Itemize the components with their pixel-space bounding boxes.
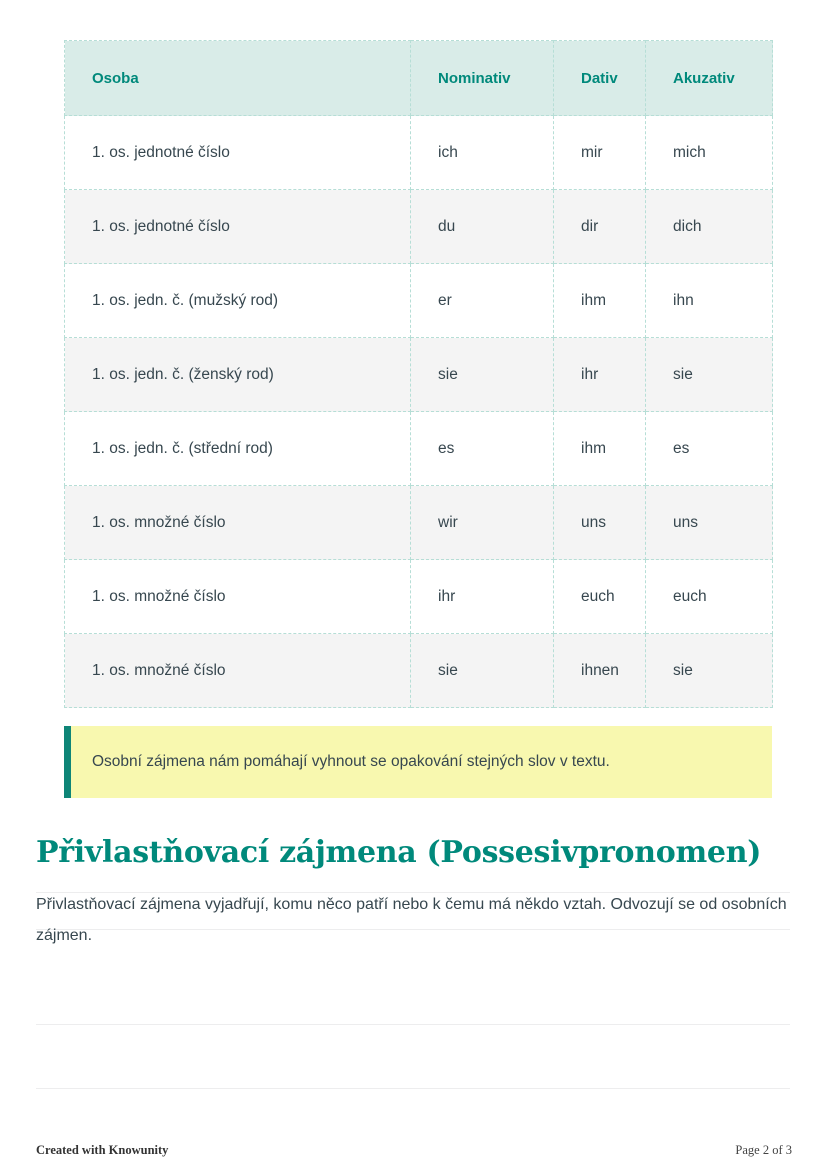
callout-text: Osobní zájmena nám pomáhají vyhnout se opakování stejných slov v textu.	[92, 753, 610, 770]
cell-osoba: 1. os. množné číslo	[65, 486, 411, 560]
cell-nominativ: wir	[411, 486, 554, 560]
cell-osoba: 1. os. jedn. č. (střední rod)	[65, 412, 411, 486]
table-row	[65, 634, 773, 708]
table-row	[65, 116, 773, 190]
column-header-osoba: Osoba	[65, 41, 411, 116]
cell-nominativ: ich	[411, 116, 554, 190]
page-number: Page 2 of 3	[735, 1143, 792, 1157]
cell-osoba: 1. os. množné číslo	[65, 634, 411, 708]
column-header-dativ: Dativ	[554, 41, 646, 116]
cell-akuzativ: ihn	[646, 264, 773, 338]
cell-akuzativ: uns	[646, 486, 773, 560]
cell-osoba: 1. os. množné číslo	[65, 560, 411, 634]
cell-akuzativ: sie	[646, 634, 773, 708]
cell-dativ: ihm	[554, 264, 646, 338]
table-row	[65, 486, 773, 560]
pronoun-table	[64, 40, 773, 708]
cell-dativ: ihr	[554, 338, 646, 412]
cell-dativ: dir	[554, 190, 646, 264]
cell-nominativ: er	[411, 264, 554, 338]
cell-osoba: 1. os. jednotné číslo	[65, 190, 411, 264]
cell-akuzativ: sie	[646, 338, 773, 412]
cell-dativ: ihnen	[554, 634, 646, 708]
footer-branding: Created with Knowunity	[36, 1143, 169, 1157]
cell-akuzativ: euch	[646, 560, 773, 634]
cell-dativ: ihm	[554, 412, 646, 486]
cell-nominativ: ihr	[411, 560, 554, 634]
cell-dativ: euch	[554, 560, 646, 634]
table-row	[65, 560, 773, 634]
cell-akuzativ: mich	[646, 116, 773, 190]
section-body: Přivlastňovací zájmena vyjadřují, komu něco patří nebo k čemu má někdo vztah. Odvozují se od osobních zájmen.	[36, 896, 787, 944]
callout-note	[64, 726, 772, 798]
cell-akuzativ: es	[646, 412, 773, 486]
cell-osoba: 1. os. jedn. č. (ženský rod)	[65, 338, 411, 412]
table-row	[65, 190, 773, 264]
cell-akuzativ: dich	[646, 190, 773, 264]
table-row	[65, 264, 773, 338]
section-title: Přivlastňovací zájmena (Possesivpronomen)	[36, 835, 762, 870]
column-header-nominativ: Nominativ	[411, 41, 554, 116]
table-row	[65, 338, 773, 412]
table-row	[65, 412, 773, 486]
cell-nominativ: sie	[411, 634, 554, 708]
cell-osoba: 1. os. jedn. č. (mužský rod)	[65, 264, 411, 338]
cell-nominativ: du	[411, 190, 554, 264]
cell-nominativ: es	[411, 412, 554, 486]
cell-nominativ: sie	[411, 338, 554, 412]
cell-osoba: 1. os. jednotné číslo	[65, 116, 411, 190]
cell-dativ: uns	[554, 486, 646, 560]
page-footer	[36, 1143, 792, 1158]
column-header-akuzativ: Akuzativ	[646, 41, 773, 116]
table-header-row	[65, 41, 773, 116]
cell-dativ: mir	[554, 116, 646, 190]
